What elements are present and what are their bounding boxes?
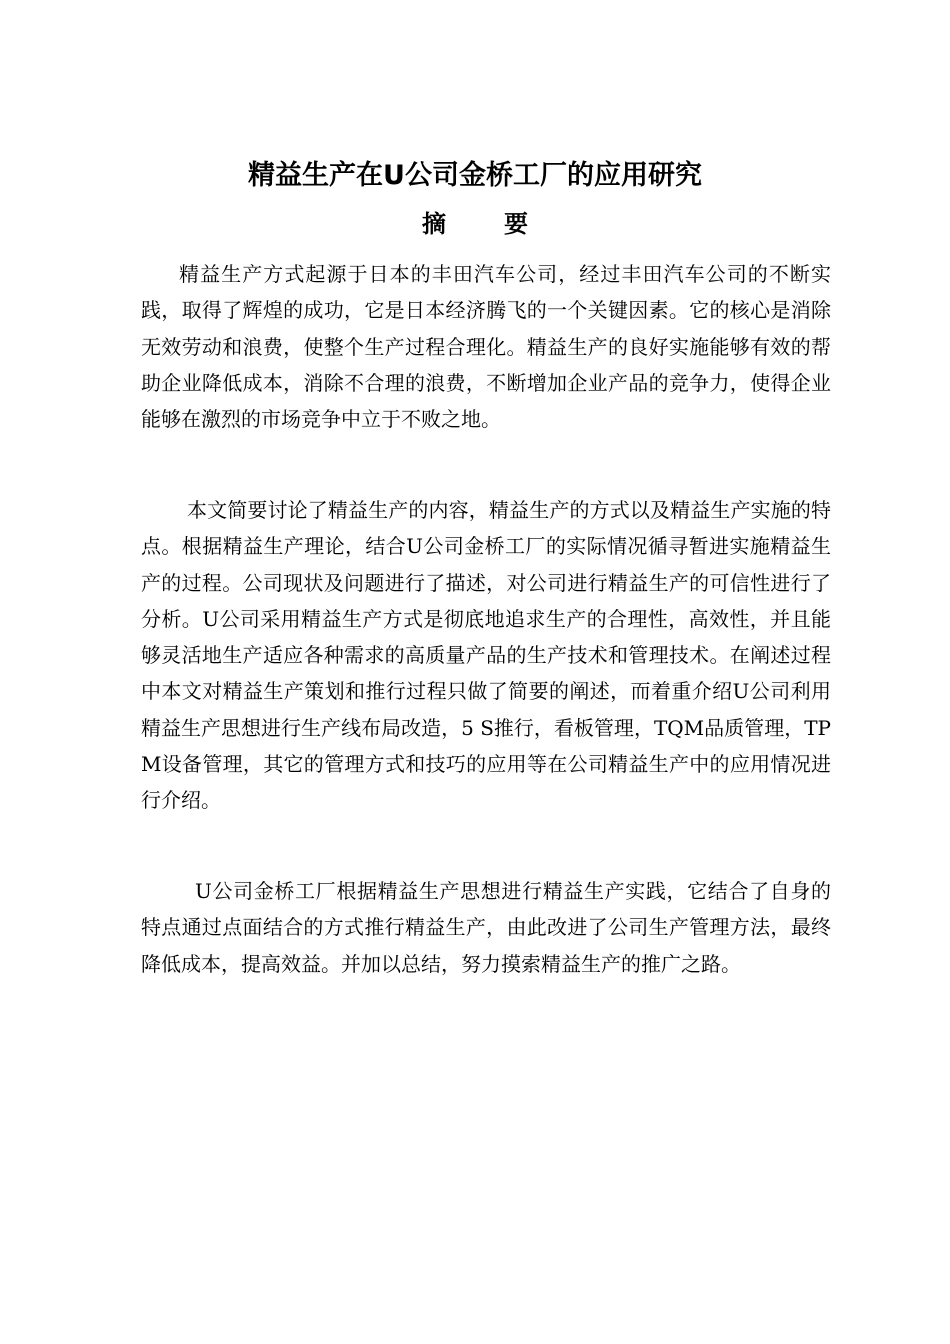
abstract-heading-char-1: 摘 [422,210,446,238]
document-title: 精益生产在U公司金桥工厂的应用研究 [248,160,702,191]
abstract-heading-char-2: 要 [504,210,528,238]
abstract-heading [0,204,950,244]
abstract-paragraph-1: 精益生产方式起源于日本的丰田汽车公司，经过丰田汽车公司的不断实践，取得了辉煌的成功，它是日本经济腾飞的一个关键因素。它的核心是消除无效劳动和浪费，使整个生产过程合理化。精益生产的良好实施能够有效的帮助企业降低成本，消除不合理的浪费，不断增加企业产品的竞争力，使得企业能够在激烈的市场竞争中立于不败之地。 [141,262,831,432]
abstract-paragraph-2: 本文简要讨论了精益生产的内容，精益生产的方式以及精益生产实施的特点。根据精益生产理论，结合U公司金桥工厂的实际情况循寻暂进实施精益生产的过程。公司现状及问题进行了描述，对公司进行精益生产的可信性进行了分析。U公司采用精益生产方式是彻底地追求生产的合理性，高效性，并且能够灵活地生产适应各种需求的高质量产品的生产技术和管理技术。在阐述过程中本文对精益生产策划和推行过程只做了简要的阐述，而着重介绍U公司利用精益生产思想进行生产线布局改造，5 S推行，看板管理，TQM品质管理，TPM设备管理，其它的管理方式和技巧的应用等在公司精益生产中的应用情况进行介绍。 [141,498,831,813]
abstract-paragraph-3: U公司金桥工厂根据精益生产思想进行精益生产实践，它结合了自身的特点通过点面结合的方式推行精益生产，由此改进了公司生产管理方法，最终降低成本，提高效益。并加以总结，努力摸索精益生产的推广之路。 [141,879,831,976]
